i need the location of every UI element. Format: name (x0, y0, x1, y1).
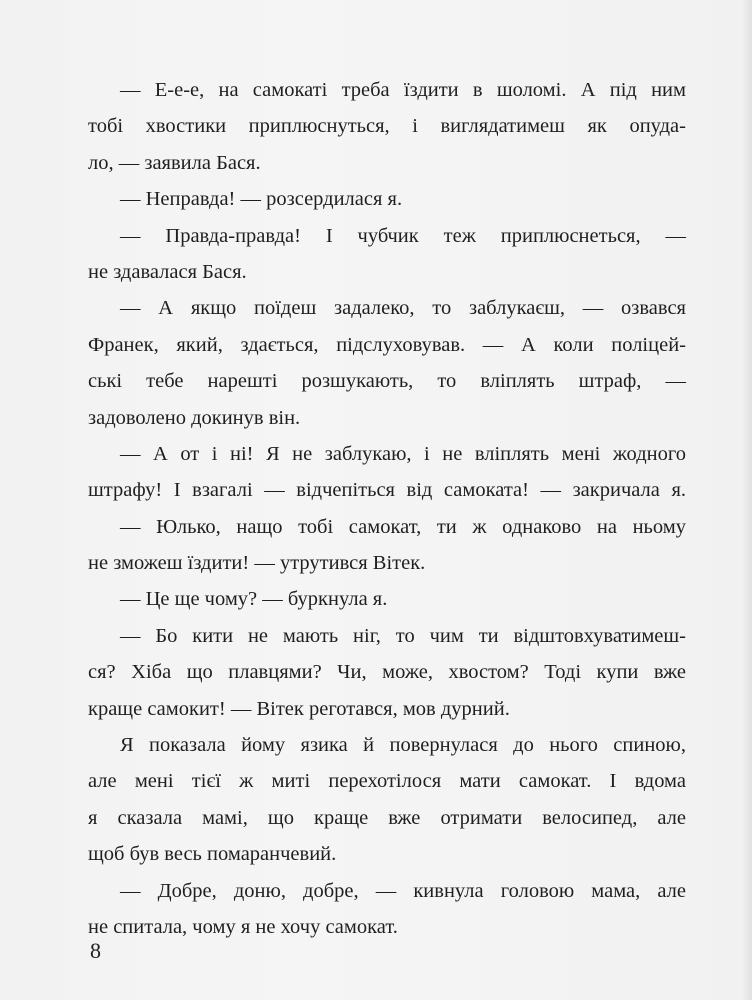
text-line: я сказала мамі, що краще вже отримати велосипед, але (88, 806, 686, 829)
text-line: краще самокит! — Вітек реготався, мов дурний. (88, 697, 510, 720)
text-line: — Е-е-е, на самокаті треба їздити в шоломі. А під ним (120, 79, 686, 101)
page-edge-shadow (742, 0, 752, 1000)
page-number: 8 (90, 938, 101, 963)
text-line: — А от і ні! Я не заблукаю, і не вліплять мені жодного (120, 442, 686, 465)
text-line: Я показала йому язика й повернулася до нього спиною, (120, 734, 686, 757)
text-line: ся? Хіба що плавцями? Чи, може, хвостом? Тоді купи вже (88, 661, 686, 684)
text-line: — А якщо поїдеш задалеко, то заблукаєш, — озвався (120, 297, 686, 320)
text-line: — Це ще чому? — буркнула я. (120, 588, 388, 611)
text-line: — Юлько, нащо тобі самокат, ти ж однаково на ньому (120, 515, 686, 538)
text-line: ські тебе нарешті розшукають, то вліплять штраф, — (88, 370, 686, 393)
text-line: але мені тієї ж миті перехотілося мати самокат. І вдома (88, 770, 686, 793)
text-line: не здавалася Бася. (88, 260, 247, 283)
text-line: не спитала, чому я не хочу самокат. (88, 915, 398, 938)
text-line: не зможеш їздити! — утрутився Вітек. (88, 552, 426, 575)
text-line: — Правда-правда! І чубчик теж приплюснеться, — (120, 224, 686, 247)
text-line: тобі хвостики приплюснуться, і виглядатимеш як опуда- (88, 115, 686, 138)
text-line: щоб був весь помаранчевий. (88, 843, 337, 866)
text-line: штрафу! І взагалі — відчепіться від самоката! — закричала я. (88, 479, 686, 502)
text-line: Франек, який, здається, підслуховував. — А коли поліцей- (88, 333, 686, 356)
text-line: — Бо кити не мають ніг, то чим ти відштовхуватимеш- (120, 624, 686, 647)
text-line: — Добре, доню, добре, — кивнула головою мама, але (120, 879, 686, 902)
text-line: — Неправда! — розсердилася я. (120, 188, 403, 211)
text-line: ло, — заявила Бася. (88, 151, 261, 174)
text-line: задоволено докинув він. (88, 406, 301, 429)
body-text (88, 72, 686, 945)
